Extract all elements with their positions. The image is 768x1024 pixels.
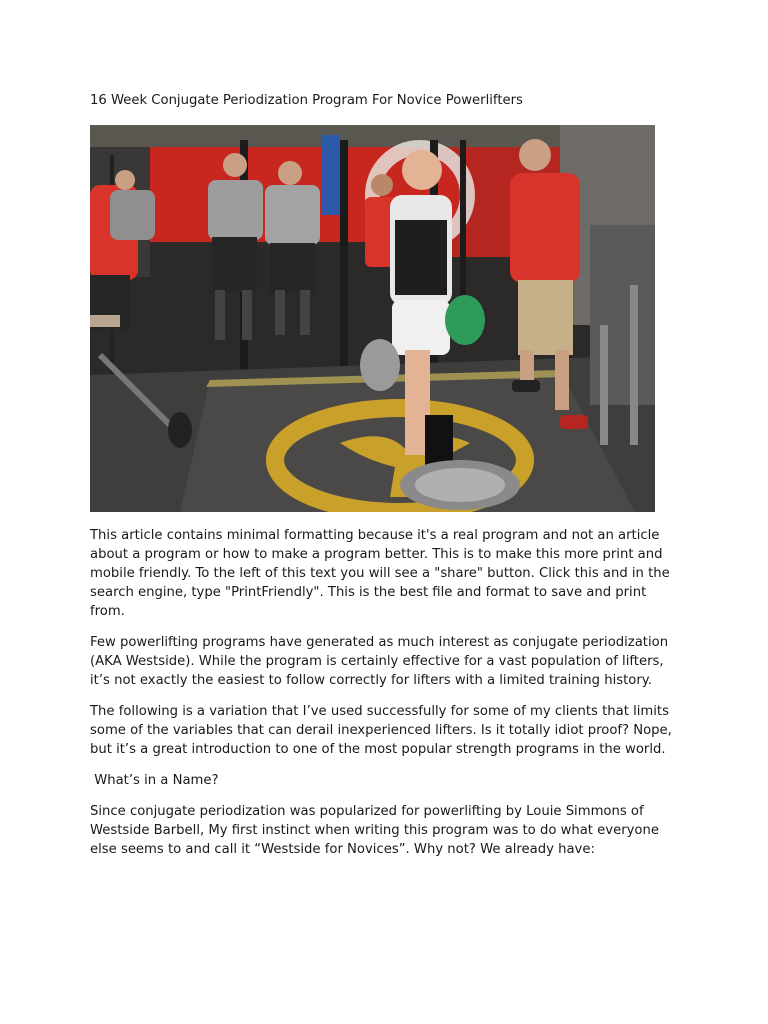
document-title: 16 Week Conjugate Periodization Program For Novice Powerlifters [90,93,523,108]
gym-photo [90,125,655,512]
paragraph-westside: Since conjugate periodization was popularized for powerlifting by Louie Simmons of Westside Barbell, My first instinct when writing this program was to do what everyone else seems to and call it “Westside for Novices”. Why not? We already have: [90,804,659,857]
paragraph-variation: The following is a variation that I’ve used successfully for some of my clients that limits some of the variables that can derail inexperienced lifters. Is it totally idiot proof? Nope, but it’s a great introduction to one of the most popular strength programs in the world. [90,704,672,757]
paragraph-intro: This article contains minimal formatting because it's a real program and not an article about a program or how to make a program better. This is to make this more print and mobile friendly. To the left of this text you will see a "share" button. Click this and in the search engine, type "PrintFriendly". This is the best file and format to save and print from. [90,528,670,619]
subheading-name: What’s in a Name? [90,773,219,788]
article-body [90,526,680,871]
paragraph-conjugate: Few powerlifting programs have generated as much interest as conjugate periodization (AKA Westside). While the program is certainly effective for a vast population of lifters, it’s not exactly the easiest to follow correctly for lifters with a limited training history. [90,635,669,688]
